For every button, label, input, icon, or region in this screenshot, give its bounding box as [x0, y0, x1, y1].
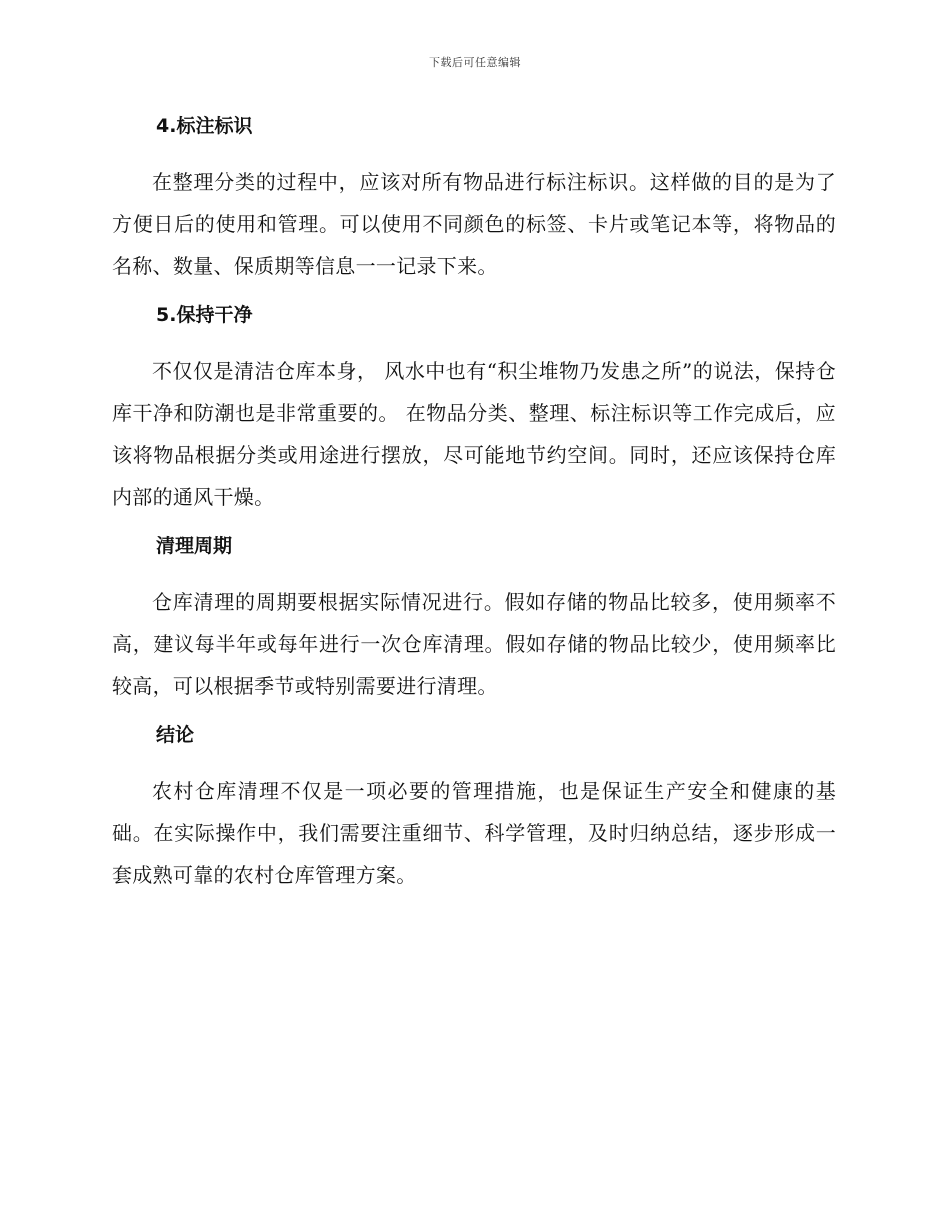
section-heading: 5.保持干净 — [156, 304, 253, 326]
section-paragraph: 不仅仅是清洁仓库本身， 风水中也有“积尘堆物乃发患之所”的说法，保持仓库干净和防潮也是非常重要的。 在物品分类、整理、标注标识等工作完成后，应该将物品根据分类或用途进行摆放，尽可能地节约空间。同时，还应该保持仓库内部的通风干燥。 — [112, 359, 836, 509]
section-heading: 4.标注标识 — [156, 115, 253, 137]
section-heading: 结论 — [156, 724, 195, 746]
section-labeling — [112, 110, 836, 287]
section-paragraph: 仓库清理的周期要根据实际情况进行。假如存储的物品比较多，使用频率不高，建议每半年或每年进行一次仓库清理。假如存储的物品比较少，使用频率比较高，可以根据季节或特别需要进行清理。 — [112, 590, 836, 698]
section-keep-clean — [112, 299, 836, 518]
section-cleaning-cycle — [112, 530, 836, 707]
document-body — [112, 110, 836, 908]
section-paragraph: 农村仓库清理不仅是一项必要的管理措施，也是保证生产安全和健康的基础。在实际操作中，我们需要注重细节、科学管理，及时归纳总结，逐步形成一套成熟可靠的农村仓库管理方案。 — [112, 779, 836, 887]
section-paragraph: 在整理分类的过程中，应该对所有物品进行标注标识。这样做的目的是为了方便日后的使用和管理。可以使用不同颜色的标签、卡片或笔记本等，将物品的名称、数量、保质期等信息一一记录下来。 — [112, 170, 836, 278]
header-note: 下载后可任意编辑 — [429, 56, 521, 69]
section-conclusion — [112, 719, 836, 896]
section-heading: 清理周期 — [156, 535, 233, 557]
